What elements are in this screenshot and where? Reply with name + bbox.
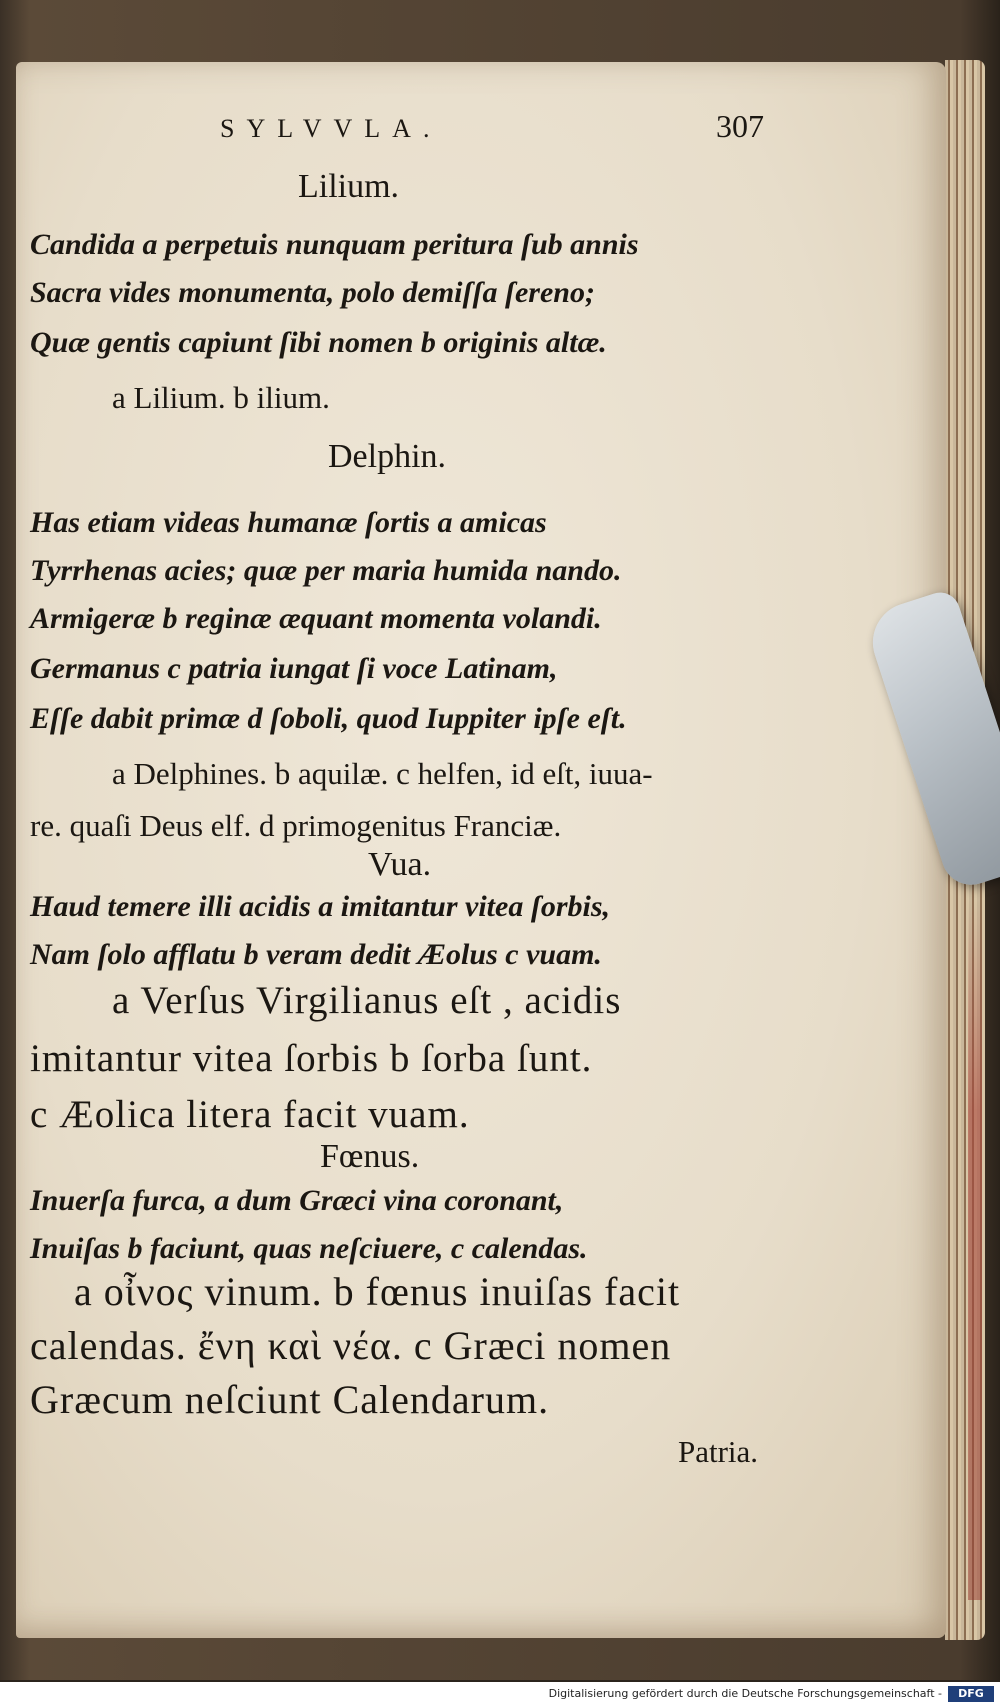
note-line: c Æolica litera facit vuam. [30, 1093, 470, 1136]
verse-line: Sacra vides monumenta, polo demiſſa ſereno; [30, 276, 595, 309]
section-title-delphin: Delphin. [328, 438, 447, 475]
note-line: a Delphines. b aquilæ. c helfen, id eſt, iuua- [112, 756, 653, 791]
note-line: a Verſus Virgilianus eſt , acidis [112, 979, 622, 1022]
page-number: 307 [716, 108, 764, 144]
verse-line: Inuiſas b faciunt, quas neſciuere, c calendas. [30, 1232, 588, 1265]
note-line: imitantur vitea ſorbis b ſorba ſunt. [30, 1037, 593, 1080]
note-line: Græcum neſciunt Calendarum. [30, 1377, 550, 1422]
verse-line: Candida a perpetuis nunquam peritura ſub annis [30, 228, 639, 261]
verse-line: Has etiam videas humanæ ſortis a amicas [30, 506, 547, 539]
verse-line: Germanus c patria iungat ſi voce Latinam, [30, 652, 558, 685]
verse-line: Nam ſolo afflatu b veram dedit Æolus c vuam. [30, 938, 602, 971]
dfg-logo: DFG [948, 1686, 994, 1702]
note-line: a οἶνος vinum. b fœnus inuiſas facit [74, 1269, 681, 1314]
note-line: re. quaſi Deus elf. d primogenitus Franciæ. [30, 808, 562, 843]
section-title-foenus: Fœnus. [320, 1138, 420, 1175]
footer-bar [0, 1682, 1000, 1708]
verse-line: Tyrrhenas acies; quæ per maria humida nando. [30, 554, 622, 587]
note-line: a Lilium. b ilium. [112, 380, 330, 415]
funding-credit: Digitalisierung gefördert durch die Deutsche Forschungsgemeinschaft - [548, 1687, 942, 1700]
verse-line: Inuerſa furca, a dum Græci vina coronant, [30, 1184, 564, 1217]
red-edge-stain [968, 900, 982, 1600]
verse-line: Haud temere illi acidis a imitantur vitea ſorbis, [30, 890, 611, 923]
section-title-lilium: Lilium. [298, 168, 400, 205]
catchword: Patria. [678, 1434, 759, 1469]
verse-line: Quæ gentis capiunt ſibi nomen b originis altæ. [30, 326, 607, 359]
verse-line: Eſſe dabit primæ d ſoboli, quod Iuppiter ipſe eſt. [30, 702, 627, 735]
running-head: SYLVVLA. [220, 114, 442, 143]
note-line: calendas. ἔνη καὶ νέα. c Græci nomen [30, 1323, 672, 1368]
verse-line: Armigeræ b reginæ æquant momenta volandi. [30, 602, 602, 635]
section-title-vua: Vua. [368, 846, 432, 883]
